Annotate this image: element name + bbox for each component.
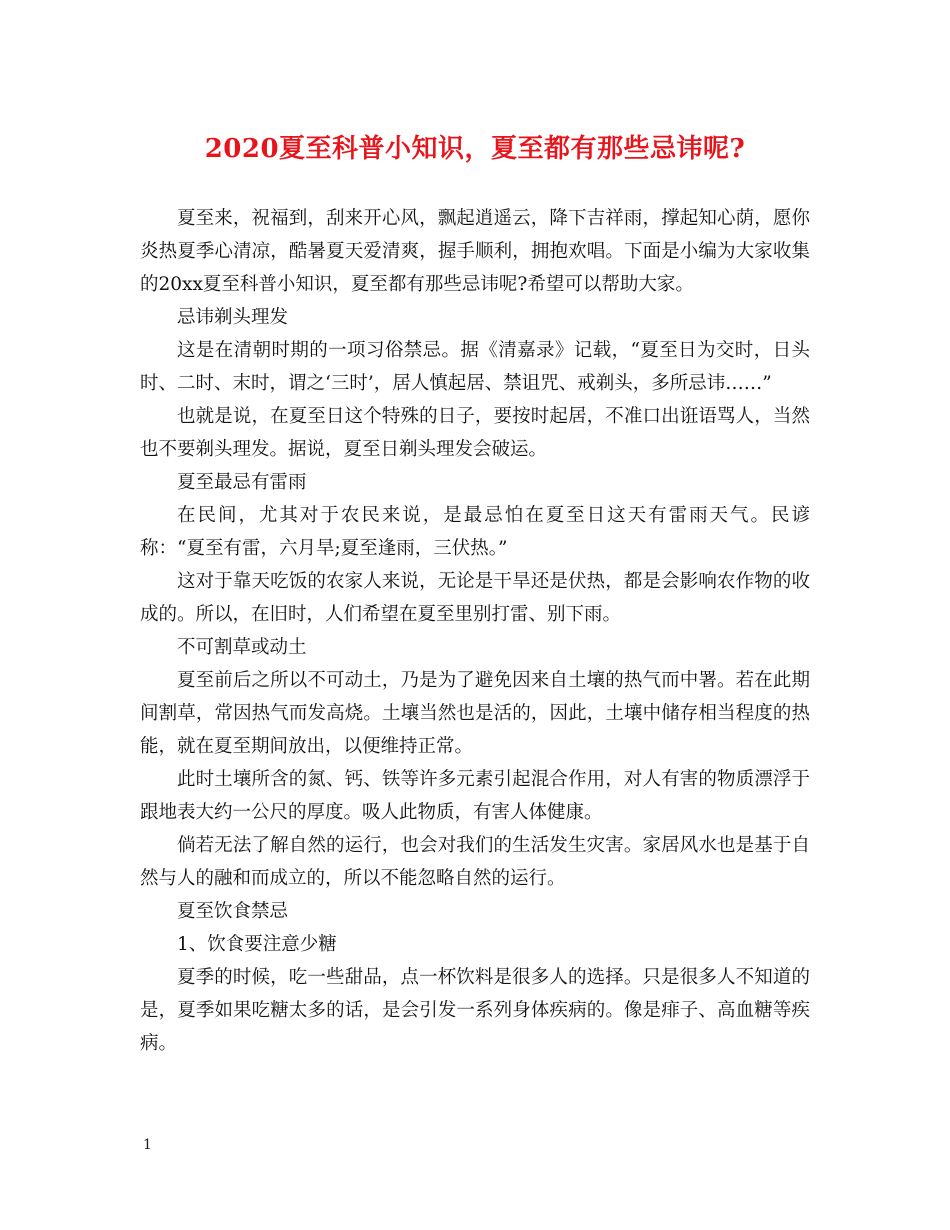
paragraph: 也就是说，在夏至日这个特殊的日子，要按时起居，不准口出诳语骂人，当然也不要剃头理发。据说，夏至日剃头理发会破运。 [140,406,810,460]
paragraph: 夏季的时候，吃一些甜品，点一杯饮料是很多人的选择。只是很多人不知道的是，夏季如果吃糖太多的话，是会引发一系列身体疾病的。像是痱子、高血糖等疾病。 [140,967,810,1054]
paragraph: 这是在清朝时期的一项习俗禁忌。据《清嘉录》记载，“夏至日为交时，日头时、二时、末时，谓之‘三时’，居人慎起居、禁诅咒、戒剃头，多所忌讳……” [140,340,810,394]
paragraph: 这对于靠天吃饭的农家人来说，无论是干旱还是伏热，都是会影响农作物的收成的。所以，在旧时，人们希望在夏至里别打雷、别下雨。 [140,571,810,625]
page-number: 1 [143,1137,152,1153]
paragraph: 倘若无法了解自然的运行，也会对我们的生活发生灾害。家居风水也是基于自然与人的融和而成立的，所以不能忽略自然的运行。 [140,835,810,889]
paragraph: 在民间，尤其对于农民来说，是最忌怕在夏至日这天有雷雨天气。民谚称：“夏至有雷，六月旱;夏至逢雨，三伏热。” [140,505,810,559]
paragraph: 夏至前后之所以不可动土，乃是为了避免因来自土壤的热气而中署。若在此期间割草，常因热气而发高烧。土壤当然也是活的，因此，土壤中储存相当程度的热能，就在夏至期间放出，以便维持正常。 [140,670,810,757]
section-heading-thunderstorm: 夏至最忌有雷雨 [177,472,307,493]
document-body [140,202,810,1060]
paragraph: 此时土壤所含的氮、钙、铁等许多元素引起混合作用，对人有害的物质漂浮于跟地表大约一公尺的厚度。吸人此物质，有害人体健康。 [140,769,810,823]
document-title: 2020夏至科普小知识，夏至都有那些忌讳呢? [204,134,746,164]
section-heading-soil: 不可割草或动土 [177,637,307,658]
section-heading-diet: 夏至饮食禁忌 [177,901,289,922]
intro-paragraph: 夏至来，祝福到，刮来开心风，飘起逍遥云，降下吉祥雨，撑起知心荫，愿你炎热夏季心清凉，酷暑夏天爱清爽，握手顺利，拥抱欢唱。下面是小编为大家收集的20xx夏至科普小知识，夏至都有那些忌讳呢?希望可以帮助大家。 [140,208,810,295]
subheading-sugar: 1、饮食要注意少糖 [177,934,337,955]
section-heading-haircut: 忌讳剃头理发 [177,307,289,328]
